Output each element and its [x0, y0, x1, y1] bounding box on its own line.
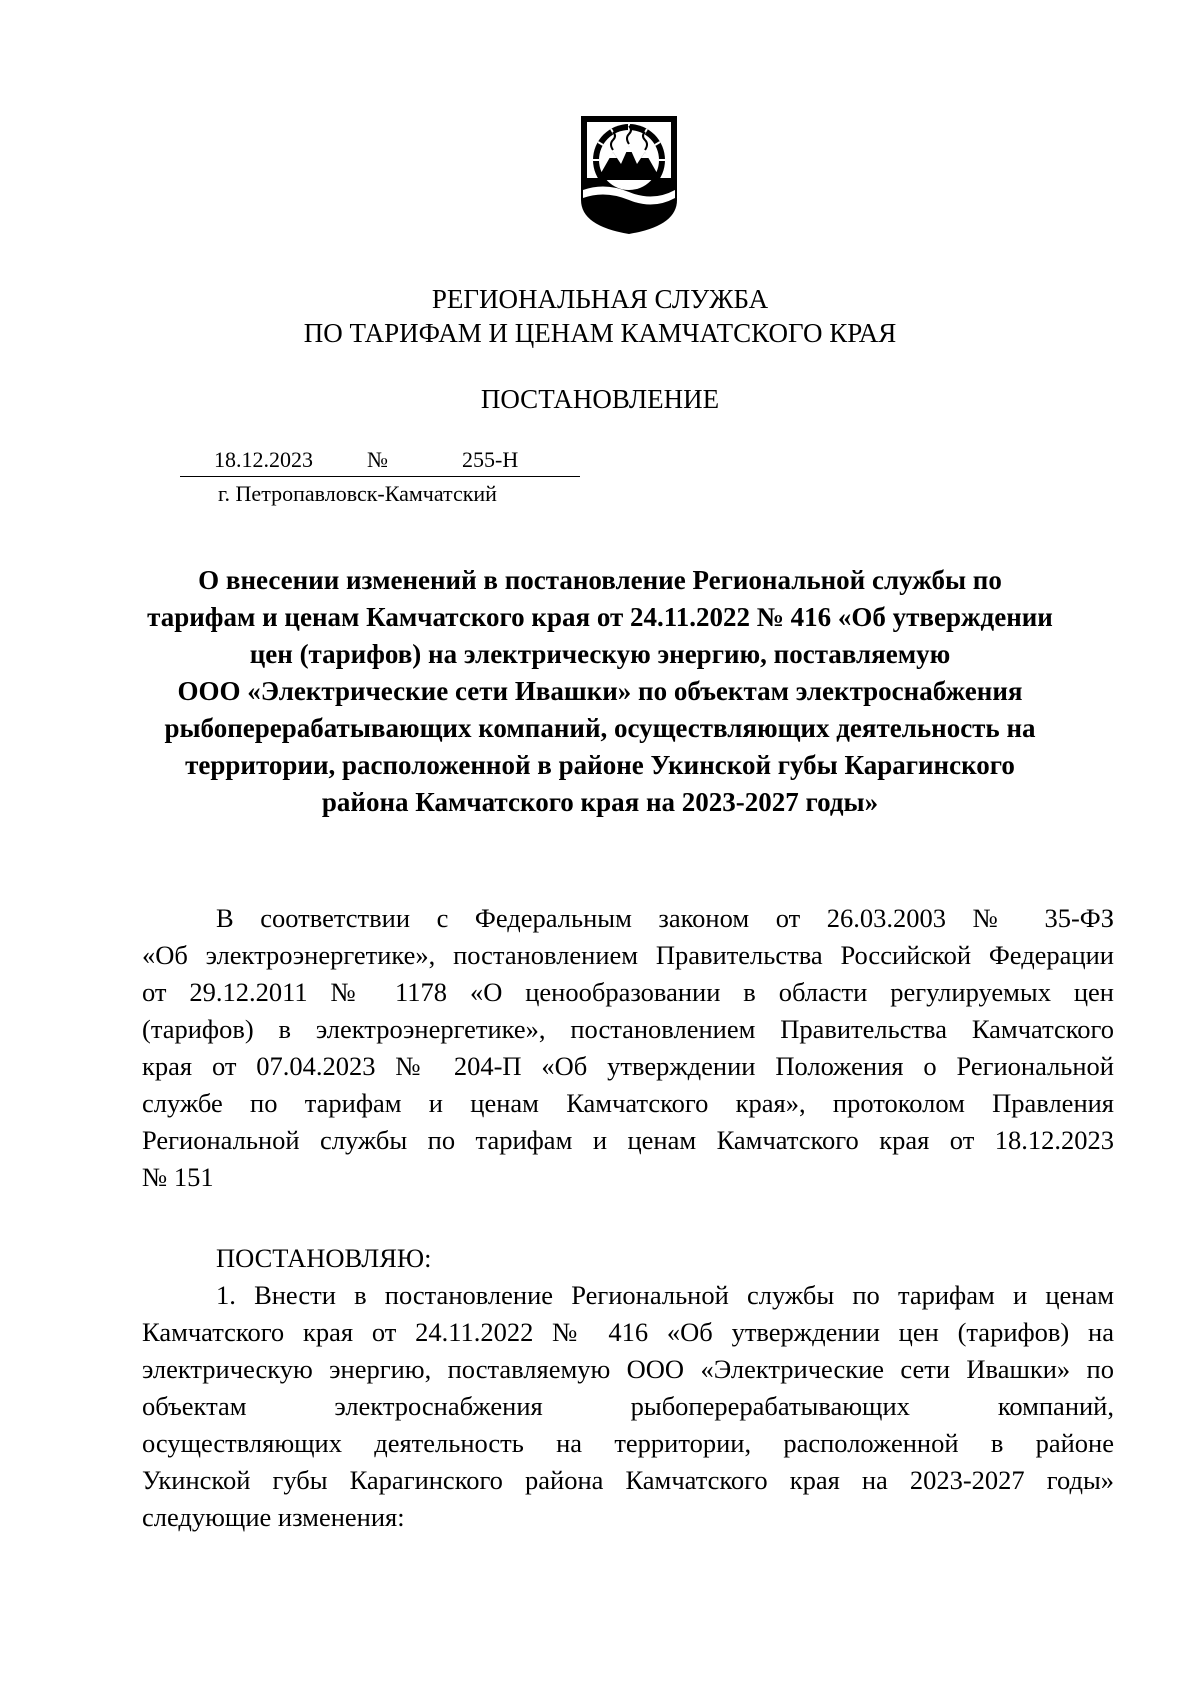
org-line-1: РЕГИОНАЛЬНАЯ СЛУЖБА [431, 284, 769, 314]
item-line: 1. Внести в постановление Региональной службы по тарифам и ценам [216, 1280, 1114, 1310]
city: г. Петропавловск-Камчатский [218, 481, 497, 506]
item-line: Камчатского края от 24.11.2022 № 416 «Об утверждении цен (тарифов) на [142, 1317, 1114, 1347]
organization-name [0, 282, 1200, 350]
item-line: электрическую энергию, поставляемую ООО «Электрические сети Ивашки» по [142, 1354, 1114, 1384]
item-1-paragraph [142, 1277, 1114, 1536]
item-line: Укинской губы Карагинского района Камчатского края на 2023-2027 годы» [142, 1465, 1114, 1495]
item-line: осуществляющих деятельность на территории, расположенной в районе [142, 1428, 1114, 1458]
preamble-line: службе по тарифам и ценам Камчатского края», протоколом Правления [142, 1088, 1114, 1118]
document-number: 255-Н [462, 447, 519, 472]
preamble-line: «Об электроэнергетике», постановлением Правительства Российской Федерации [142, 940, 1114, 970]
preamble-line: края от 07.04.2023 № 204-П «Об утверждении Положения о Региональной [142, 1051, 1114, 1081]
title-line: ООО «Электрические сети Ивашки» по объектам электроснабжения [177, 676, 1023, 706]
title-line: цен (тарифов) на электрическую энергию, поставляемую [249, 639, 951, 669]
preamble-line: В соответствии с Федеральным законом от 26.03.2003 № 35-ФЗ [216, 903, 1114, 933]
preamble-line: № 151 [142, 1162, 214, 1192]
resolve-heading: ПОСТАНОВЛЯЮ: [216, 1243, 432, 1273]
title-line: рыбоперерабатывающих компаний, осуществляющих деятельность на [164, 713, 1036, 743]
title-line: О внесении изменений в постановление Региональной службы по [198, 565, 1002, 595]
kamchatka-coat-of-arms-icon [575, 108, 683, 236]
org-line-2: ПО ТАРИФАМ И ЦЕНАМ КАМЧАТСКОГО КРАЯ [303, 318, 897, 348]
preamble-line: Региональной службы по тарифам и ценам Камчатского края от 18.12.2023 [142, 1125, 1114, 1155]
title-line: территории, расположенной в районе Укинской губы Карагинского [185, 750, 1015, 780]
preamble-line: (тарифов) в электроэнергетике», постановлением Правительства Камчатского [142, 1014, 1114, 1044]
title-line: района Камчатского края на 2023-2027 годы» [321, 787, 879, 817]
date-number-line [180, 446, 580, 477]
preamble-paragraph [142, 900, 1114, 1196]
document-date: 18.12.2023 [214, 447, 313, 472]
preamble-line: от 29.12.2011 № 1178 «О ценообразовании в области регулируемых цен [142, 977, 1114, 1007]
document-title [140, 562, 1060, 821]
number-sign: № [367, 447, 388, 472]
document-type: ПОСТАНОВЛЕНИЕ [480, 384, 720, 414]
item-line: объектам электроснабжения рыбоперерабатывающих компаний, [142, 1391, 1114, 1421]
item-line: следующие изменения: [142, 1502, 405, 1532]
title-line: тарифам и ценам Камчатского края от 24.11.2022 № 416 «Об утверждении [147, 602, 1053, 632]
